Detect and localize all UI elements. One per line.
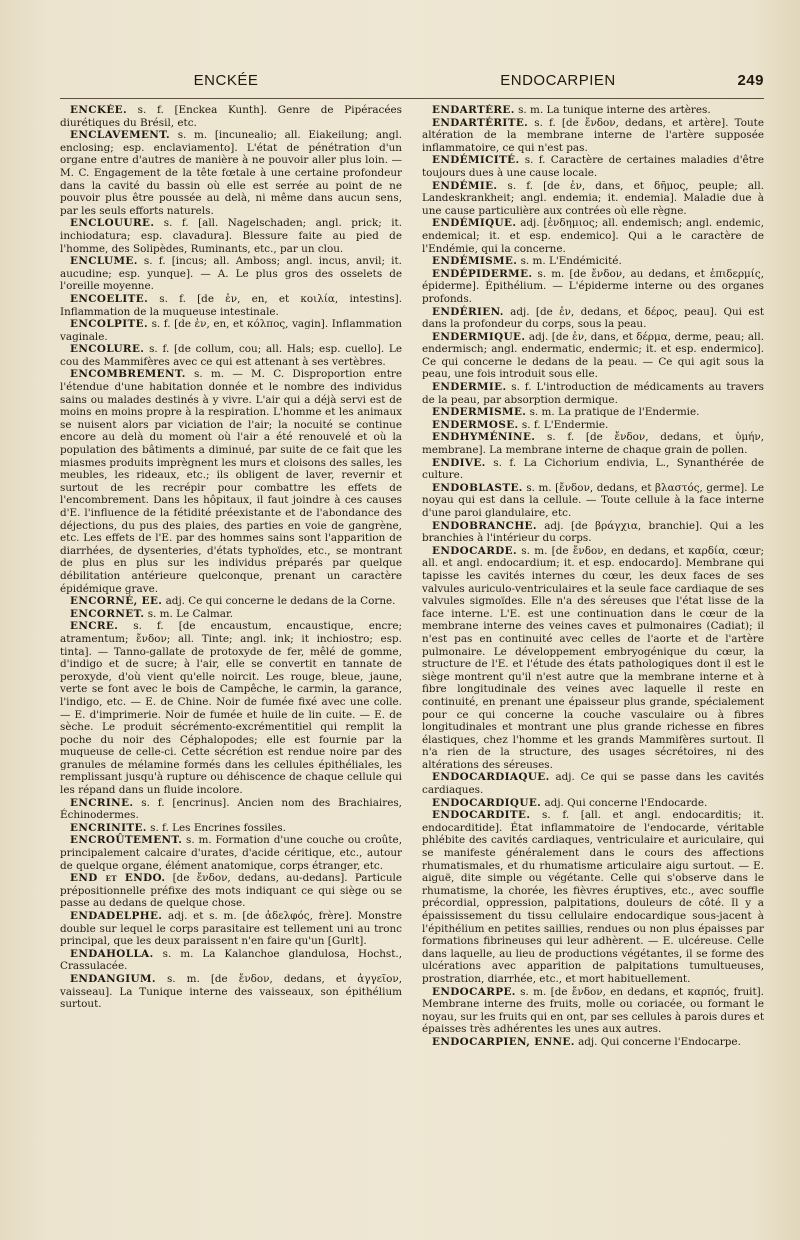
entry-definition: s. m. [de ἔνδον, dedans, et ἀγγεῖον, vaisseau]. La Tunique interne des vaisseaux, son épithélium surtout. <box>60 972 402 1011</box>
running-header <box>60 72 764 96</box>
dictionary-entry <box>422 406 764 419</box>
entry-headword: ENCOLPITE. <box>70 318 148 331</box>
dictionary-entry <box>60 595 402 608</box>
entry-definition: s. m. Formation d'une couche ou croûte, principalement calcaire d'urates, d'acide céritique, etc., autour de quelque organe, élément anatomique, corps étranger, etc. <box>60 834 402 872</box>
entry-definition: s. f. [Enckea Kunth]. Genre de Pipéracées diurétiques du Brésil, etc. <box>60 104 402 129</box>
entry-headword: ENDÉMICITÉ. <box>432 154 520 167</box>
entry-headword: ENCROÛTEMENT. <box>70 834 183 847</box>
entry-definition: s. m. Le Calmar. <box>144 607 234 620</box>
dictionary-entry <box>60 217 402 255</box>
entry-headword: ENCORNET. <box>70 607 145 620</box>
entry-headword: ENDOCARDITE. <box>432 809 531 822</box>
dictionary-entry <box>422 154 764 179</box>
header-left-title: ENCKÉE <box>193 72 259 89</box>
entry-definition: adj. et s. m. [de ἀδελφός, frère]. Monstre double sur lequel le corps parasitaire est tellement uni au tronc principal, que les deux paraissent n'en faire qu'un [Gurlt]. <box>60 910 402 948</box>
entry-definition: adj. Qui concerne l'Endocarde. <box>541 796 708 809</box>
dictionary-entry <box>60 129 402 217</box>
entry-definition: s. f. L'introduction de médicaments au travers de la peau, par absorption dermique. <box>422 381 764 406</box>
entry-headword: ENCLOUURE. <box>70 217 155 230</box>
entry-headword: ENDARTÉRITE. <box>432 116 529 129</box>
dictionary-entry <box>422 331 764 381</box>
dictionary-entry <box>422 482 764 520</box>
entry-definition: s. f. [all. Nagelschaden; angl. prick; it. inchiodatura; esp. clavadura]. Blessure faite au pied de l'homme, des Solipèdes, Ruminants, etc., par un clou. <box>60 217 402 255</box>
entry-headword: ENDOCARDIAQUE. <box>432 771 550 784</box>
entry-definition: s. m. La Kalanchoe glandulosa, Hochst., Crassulacée. <box>60 947 402 973</box>
dictionary-entry <box>60 620 402 796</box>
entry-definition: s. m. La pratique de l'Endermie. <box>526 406 700 419</box>
entry-definition: adj. Ce qui concerne le dedans de la Corne. <box>162 595 396 608</box>
text-columns <box>60 104 764 1200</box>
dictionary-entry <box>422 381 764 406</box>
entry-headword: ENDERMOSE. <box>432 418 519 431</box>
dictionary-entry <box>60 872 402 910</box>
entry-headword: ENCORNÉ, EE. <box>70 595 163 608</box>
entry-definition: s. m. [de ἔνδον, au dedans, et ἐπιδερμίς, épiderme]. Épithélium. — L'épiderme interne ou des organes profonds. <box>422 267 764 305</box>
entry-headword: ENCLUME. <box>70 255 138 268</box>
entry-headword: ENCRE. <box>70 620 119 633</box>
dictionary-entry <box>422 117 764 155</box>
entry-headword: END et ENDO. <box>70 872 166 885</box>
entry-definition: adj. Ce qui se passe dans les cavités cardiaques. <box>422 771 764 797</box>
entry-headword: ENCRINE. <box>70 796 134 809</box>
entry-headword: ENCOLURE. <box>70 343 145 356</box>
entry-definition: s. f. [de ἔνδον, dedans, et ὑμήν, membrane]. La membrane interne de chaque grain de pollen. <box>422 431 764 457</box>
entry-headword: ENDÉMISME. <box>432 255 518 268</box>
entry-definition: adj. [de βράγχια, branchie]. Qui a les branchies à l'intérieur du corps. <box>422 519 764 545</box>
entry-headword: ENDARTÈRE. <box>432 104 515 116</box>
dictionary-entry <box>422 457 764 482</box>
entry-headword: ENDHYMÉNINE. <box>432 431 536 444</box>
entry-definition: s. f. [all. et angl. endocarditis; it. endocarditide]. État inflammatoire de l'endocarde, véritable phlébite des cavités cardiaques, ventriculaire et auriculaire, qui se manifeste généralement dans le cours des affections rhumatismales, et du rhumatisme articulaire aigu surtout. — E. aiguë, dite simple ou végétante. Celle qui s'observe dans le rhumatisme, la chorée, les fièvres éruptives, etc., avec souffle précordial, oppression, palpitations, douleurs de côté. Il y a épaississement du tissu cellulaire endocardique sous-jacent à l'épithélium en petites saillies, rendues ou non plus épaisses par formations fibrineuses qui leur adhèrent. — E. ulcéreuse. Celle dans laquelle, au lieu de productions végétantes, il se forme des ulcérations avec apparition de palpitations tumultueuses, prostration, diarrhée, etc., et mort habituellement. <box>422 809 764 985</box>
dictionary-entry <box>422 104 764 117</box>
entry-headword: ENDANGIUM. <box>70 972 156 985</box>
entry-headword: ENCOELITE. <box>70 292 149 305</box>
dictionary-entry <box>422 520 764 545</box>
entry-definition: s. f. [de encaustum, encaustique, encre; atramentum; ἔνδον; all. Tinte; angl. ink; it inchiostro; esp. tinta]. — Tanno-gallate de protoxyde de fer, mêlé de gomme, d'indigo et de sucre; à l'air, elle se convertit en tannate de peroxyde, d'où vient qu'elle noircit. Les rouge, bleue, jaune, verte se font avec le bois de Campêche, le carmin, la garance, l'indigo, etc. — E. de Chine. Noir de fumée fixé avec une colle. — E. d'imprimerie. Noir de fumée et huile de lin cuite. — E. de sèche. Le produit sécrémento-excrémentitiel qui remplit la poche du noir des Céphalopodes; elle est fournie par la muqueuse de celle-ci. Cette sécrétion est rendue noire par des granules de mélamine formés dans les cellules épithéliales, les remplissant jusqu'à rupture ou déhiscence de chaque cellule qui les répand dans un fluide incolore. <box>60 620 402 797</box>
entry-definition: s. m. [de ἔνδον, en dedans, et καρδία, cœur; all. et angl. endocardium; it. et esp. endocardo]. Membrane qui tapisse les cavités internes du cœur, les deux faces de ses valvules auriculo-ventriculaires et la seule face cardiaque de ses valvules sigmoïdes. Elle n'a des séreuses que l'état lisse de la face interne. L'E. est une continuation dans le cœur de la membrane interne des veines caves et pulmonaires (Cadiat); il n'est pas en continuité avec celles de l'aorte et de l'artère pulmonaire. Le développement embryogénique du cœur, la structure de l'E. et l'étude des états pathologiques dont il est le siège montrent qu'il n'est autre que la membrane interne et à fibre longitudinale des veines avec laquelle il reste en continuité, en prenant une épaisseur plus grande, spécialement pour ce qui concerne la couche vasculaire ou à fibres longitudinales et montrant une plus grande richesse en fibres élastiques, chez l'homme et les grands Mammifères surtout. Il n'a rien de la structure, des usages sécrétoires, ni des altérations des séreuses. <box>422 544 764 771</box>
entry-headword: ENCKÉE. <box>70 104 127 116</box>
entry-headword: ENCRINITE. <box>70 821 147 834</box>
dictionary-entry <box>60 910 402 948</box>
entry-definition: s. f. [de collum, cou; all. Hals; esp. cuello]. Le cou des Mammifères avec ce qui est attenant à ses vertèbres. <box>60 343 402 368</box>
header-right-title: ENDOCARPIEN <box>500 72 616 89</box>
entry-headword: ENDOCARDE. <box>432 544 517 557</box>
entry-definition: adj. Qui concerne l'Endocarpe. <box>574 1035 741 1048</box>
dictionary-entry <box>60 255 402 293</box>
entry-definition: s. m. L'Endémicité. <box>517 255 622 268</box>
dictionary-entry <box>422 545 764 772</box>
entry-definition: adj. [de ἐν, dedans, et δέρος, peau]. Qui est dans la profondeur du corps, sous la peau. <box>422 305 764 331</box>
right-column <box>422 104 764 1200</box>
dictionary-entry <box>422 797 764 810</box>
dictionary-entry <box>422 1036 764 1049</box>
dictionary-entry <box>60 104 402 129</box>
entry-definition: s. m. La tunique interne des artères. <box>514 104 711 116</box>
dictionary-entry <box>60 948 402 973</box>
left-column <box>60 104 402 1200</box>
entry-headword: ENDÉMIQUE. <box>432 217 517 230</box>
entry-definition: adj. [ἐνδημιος; all. endemisch; angl. endemic, endemical; it. et esp. endemico]. Qui a le caractère de l'Endémie, qui la concerne. <box>422 217 764 255</box>
entry-definition: s. f. La Cichorium endivia, L., Synanthérée de culture. <box>422 456 764 482</box>
entry-headword: ENDERMISME. <box>432 406 527 419</box>
page-number: 249 <box>737 72 764 89</box>
entry-headword: ENDERMIQUE. <box>432 330 526 343</box>
entry-headword: ENDÉMIE. <box>432 179 498 192</box>
dictionary-entry <box>60 608 402 621</box>
entry-definition: s. m. [ἔνδον, dedans, et βλαστός, germe]. Le noyau qui est dans la cellule. — Toute cellule à la face interne d'une paroi glandulaire, etc. <box>422 481 764 519</box>
entry-headword: ENDOBLASTE. <box>432 481 523 494</box>
dictionary-entry <box>422 268 764 306</box>
dictionary-entry <box>60 822 402 835</box>
entry-definition: [de ἔνδον, dedans, au-dedans]. Particule prépositionnelle préfixe des mots indiquant ce qui siège ou se passe au dedans de quelque chose. <box>60 872 402 910</box>
dictionary-entry <box>60 368 402 595</box>
entry-definition: s. f. [incus; all. Amboss; angl. incus, anvil; it. aucudine; esp. yunque]. — A. Le plus gros des osselets de l'oreille moyenne. <box>60 255 402 293</box>
entry-definition: s. f. Caractère de certaines maladies d'être toujours dues à une cause locale. <box>422 154 764 179</box>
entry-headword: ENDÉRIEN. <box>432 305 504 318</box>
entry-headword: ENDERMIE. <box>432 381 507 394</box>
entry-headword: ENCOMBREMENT. <box>70 368 186 381</box>
dictionary-entry <box>422 255 764 268</box>
entry-headword: ENDADELPHE. <box>70 910 163 922</box>
entry-definition: s. f. [encrinus]. Ancien nom des Brachiaires, Échinodermes. <box>60 796 402 822</box>
entry-definition: s. f. [de ἐν, dans, et δῆμος, peuple; all. Landeskrankheit; angl. endemia; it. endemia]. Maladie due à une cause particulière aux contrées où elle règne. <box>422 179 764 217</box>
entry-headword: ENDIVE. <box>432 456 486 469</box>
entry-headword: ENCLAVEMENT. <box>70 129 171 142</box>
dictionary-entry <box>422 431 764 456</box>
dictionary-entry <box>60 343 402 368</box>
entry-definition: s. f. [de ἔνδον, dedans, et artère]. Toute altération de la membrane interne de l'artère supposée inflammatoire, ce qui n'est pas. <box>422 116 764 154</box>
dictionary-entry <box>422 180 764 218</box>
entry-definition: s. f. L'Endermie. <box>518 418 609 431</box>
entry-definition: s. f. [de ἐν, en, et κόλπος, vagin]. Inflammation vaginale. <box>60 318 402 343</box>
entry-definition: s. f. [de ἐν, en, et κοιλία, intestins]. Inflammation de la muqueuse intestinale. <box>60 292 402 318</box>
entry-definition: s. m. [de ἔνδον, en dedans, et καρπός, fruit]. Membrane interne des fruits, molle ou coriacée, ou formant le noyau, sur les fruits qui en ont, par ses cellules à parois dures et épaisses très adhérentes les unes aux autres. <box>422 985 764 1036</box>
dictionary-entry <box>422 809 764 985</box>
entry-definition: s. m. [incunealio; all. Eiakeilung; angl. enclosing; esp. enclaviamento]. L'état de pénétration d'un organe entre d'autres de manière à ne pouvoir aller plus loin. — M. C. Engagement de la tête fœtale à une certaine profondeur dans la cavité du bassin où elle est serrée au point de ne pouvoir plus être poussée au delà, ni même dans aucun sens, par les seuls efforts naturels. <box>60 129 402 217</box>
dictionary-entry <box>422 419 764 432</box>
dictionary-entry <box>60 318 402 343</box>
entry-headword: ENDOCARPIEN, ENNE. <box>432 1035 575 1048</box>
entry-headword: ENDÉPIDERME. <box>432 267 533 280</box>
dictionary-entry <box>422 986 764 1036</box>
entry-headword: ENDAHOLLA. <box>70 947 154 960</box>
entry-headword: ENDOCARDIQUE. <box>432 796 542 809</box>
entry-headword: ENDOCARPE. <box>432 985 516 998</box>
entry-definition: adj. [de ἐν, dans, et δέρμα, derme, peau; all. endermisch; angl. endermatic, endermic; it. et esp. endermico]. Ce qui concerne le dedans de la peau. — Ce qui agit sous la peau, une fois introduit sous elle. <box>422 330 764 381</box>
entry-definition: s. m. — M. C. Disproportion entre l'étendue d'une habitation donnée et le nombre des individus sains ou malades destinés à y vivre. L'air qui a déjà servi est de moins en moins propre à la respiration. L'homme et les animaux se nuisent alors par viciation de l'air; la nocuité se continue encore au delà du moment où l'air a été renouvelé et où la population des bâtiments a diminué, par suite de ce fait que les miasmes produits imprègnent les murs et cloisons des salles, les meubles, les rideaux, etc.; ils obligent de laver, revernir et surtout de les recrépir pour combattre les effets de l'encombrement. Dans les hôpitaux, il faut joindre à ces causes d'E. l'influence de la fétidité préexistante et de l'abondance des déjections, du pus des plaies, des parties en voie de gangrène, etc. Les effets de l'E. par des hommes sains sont l'apparition de diarrhées, de dysenteries, d'états typhoïdes, etc., se montrant de plus en plus sur les individus préparés par quelque débilitation antérieure quelconque, prenant un caractère épidémique grave. <box>60 368 402 595</box>
dictionary-entry <box>60 834 402 872</box>
dictionary-entry <box>60 293 402 318</box>
dictionary-entry <box>422 306 764 331</box>
dictionary-entry <box>60 797 402 822</box>
entry-headword: ENDOBRANCHE. <box>432 519 537 532</box>
dictionary-entry <box>422 771 764 796</box>
dictionary-entry <box>60 973 402 1011</box>
entry-definition: s. f. Les Encrines fossiles. <box>146 821 286 834</box>
dictionary-entry <box>422 217 764 255</box>
header-rule <box>60 98 764 99</box>
